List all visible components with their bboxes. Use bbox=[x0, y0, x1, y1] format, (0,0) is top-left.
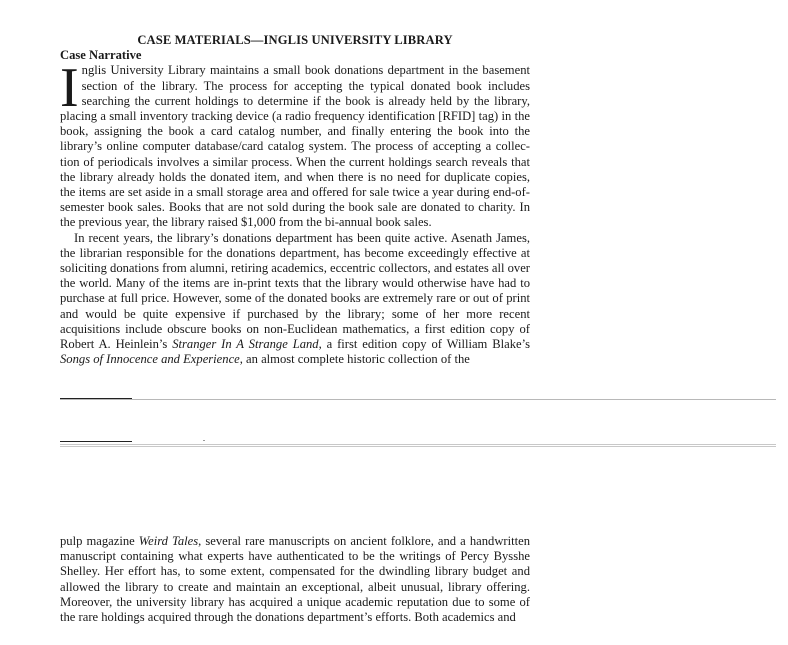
paragraph-2-text-b: , a first edition copy of William Blake’s bbox=[318, 337, 530, 352]
footnote-rule-lower bbox=[60, 441, 132, 442]
paragraph-3-text-b: , several rare manuscripts on ancient folklore, and a handwritten manuscript containing what experts have authenticated to be the writings of Percy Bysshe Shelley. Her effort has, to some extent, compensated for the dwindling library budget and allowed the library to create and maintain an exceptional, albeit unusual, library offering. Moreover, the university library has acquired a unique academic reputation due to some of the rare holdings acquired through the donations department’s efforts. Both academics and bbox=[60, 534, 531, 625]
paragraph-2-text-a: In recent years, the library’s donations department has been quite active. Asenath James, the librarian responsible for the donations department, has become exceedingly effective at soliciting donations from alumni, retiring academics, eccentric collectors, and estates all over the world. Many of the items are in-print texts that the library would otherwise have had to purchase at full price. However, some of the donated books are extremely rare or out of print and would be quite expensive if purchased by the library; some of her more recent acquisitions include obscure books on non-Euclidean mathematics, a first edition copy of Robert A. Heinlein’s bbox=[60, 230, 531, 352]
page-separator-lower-2 bbox=[60, 446, 776, 447]
magazine-title-weird-tales: Weird Tales bbox=[138, 534, 199, 548]
book-title-songs: Songs of Innocence and Experience bbox=[60, 352, 240, 367]
paragraph-1 bbox=[60, 57, 530, 230]
paragraph-3 bbox=[60, 534, 530, 625]
page-top-text-block bbox=[60, 33, 530, 367]
page-separator-lower bbox=[60, 444, 776, 445]
paragraph-2 bbox=[60, 231, 530, 368]
document-title: CASE MATERIALS—INGLIS UNIVERSITY LIBRARY bbox=[137, 33, 453, 47]
page-separator-upper bbox=[60, 399, 776, 400]
scan-speck bbox=[203, 440, 205, 441]
book-title-stranger: Stranger In A Strange Land bbox=[172, 337, 319, 352]
drop-cap: I bbox=[60, 57, 79, 120]
paragraph-3-text-a: pulp magazine bbox=[60, 534, 139, 548]
paragraph-2-text-c: , an almost complete historic collection of the bbox=[239, 352, 470, 367]
page-bottom-text-block bbox=[60, 534, 530, 625]
section-heading: Case Narrative bbox=[60, 48, 142, 63]
paragraph-1-text: nglis University Library maintains a small book donations department in the basement section of the library. The process for accepting the typical donated book includes searching the current holdings to determine if the book is already held by the library, placing a small inventory tracking device (a radio frequency identification [RFID] tag) in the book, assigning the book a card catalog number, and finally entering the book into the library’s online computer database/card catalog system. The process of accepting a collec-tion of periodicals involves a similar process. When the current holdings search reveals that the library already holds the donated item, and when there is no need for duplicate copies, the items are set aside in a small storage area and offered for sale twice a year during end-of-semester book sales. Books that are not sold during the book sale are donated to charity. In the previous year, the library raised $1,000 from the bi-annual book sales. bbox=[60, 63, 530, 230]
